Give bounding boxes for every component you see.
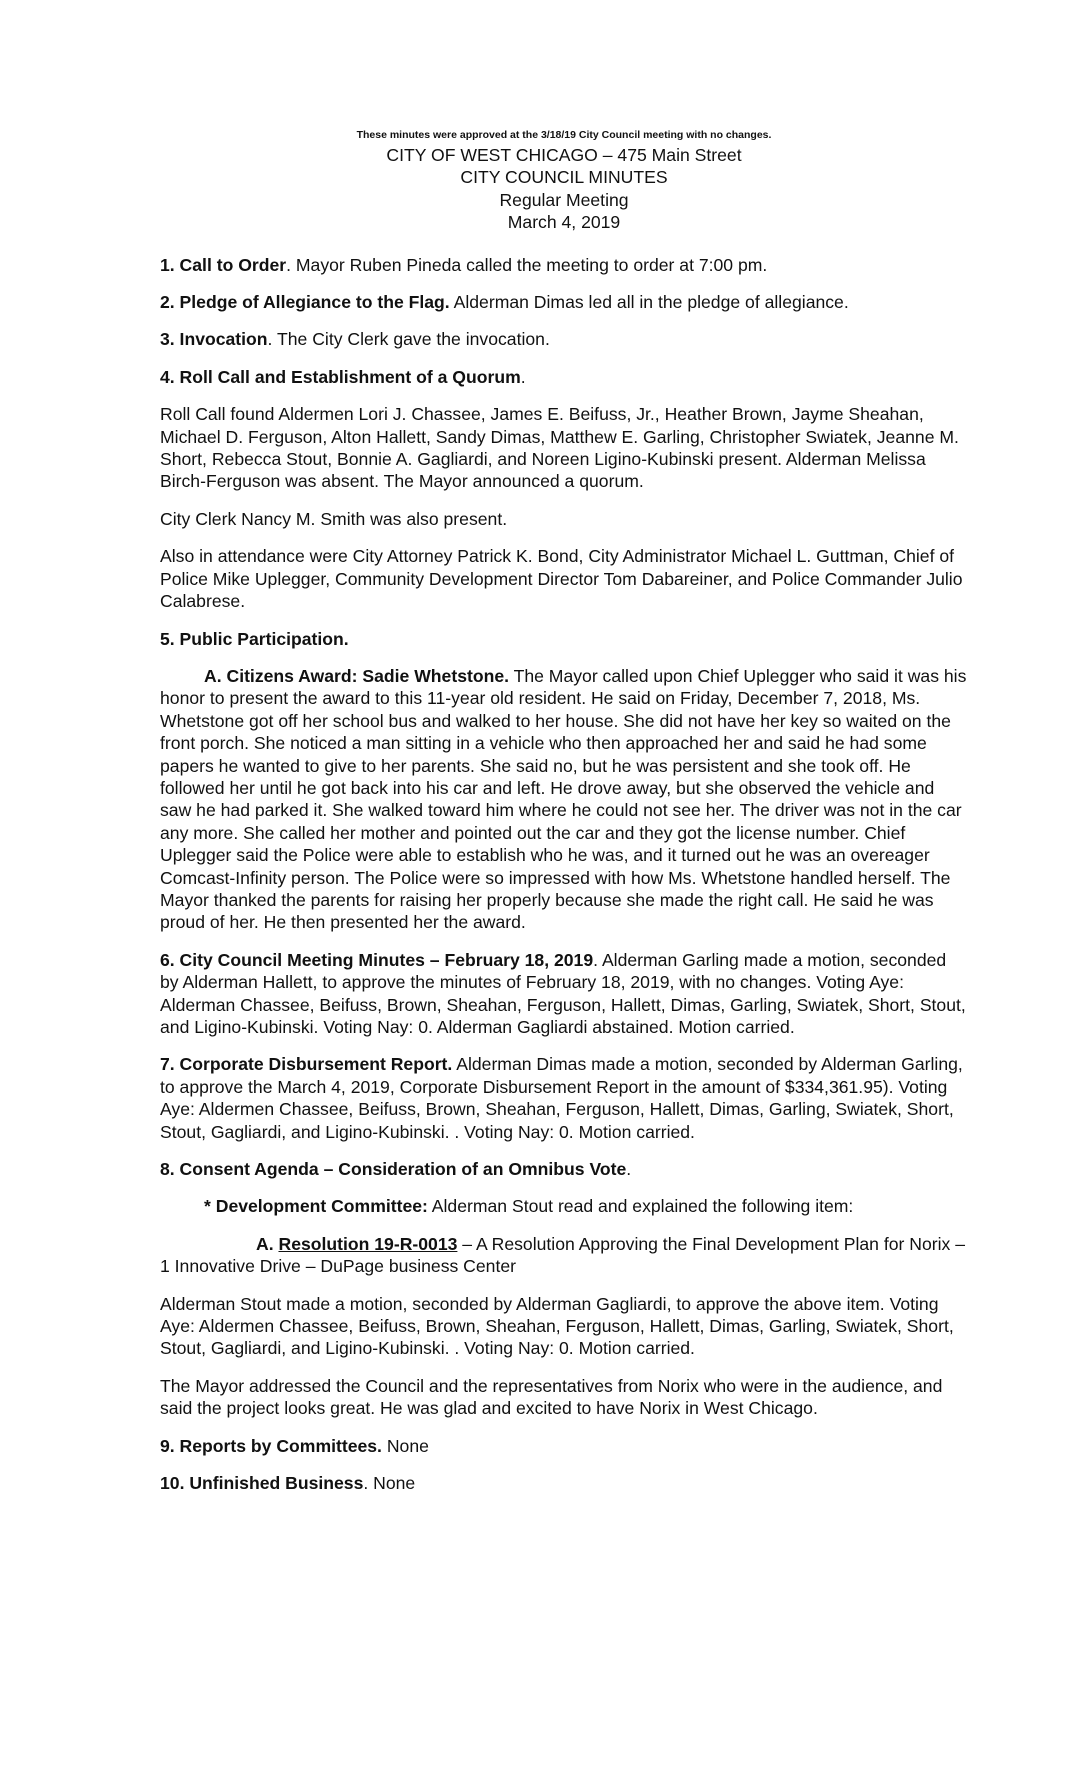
meeting-type: Regular Meeting — [499, 189, 629, 210]
item-text: Alderman Dimas led all in the pledge of allegiance. — [449, 292, 849, 313]
item-heading: 8. Consent Agenda – Consideration of an Omnibus Vote — [160, 1159, 627, 1180]
item-text: . None — [363, 1473, 416, 1494]
item-heading: 2. Pledge of Allegiance to the Flag. — [160, 292, 450, 313]
document-header — [160, 128, 968, 234]
resolution-item — [160, 1233, 968, 1278]
item-call-to-order — [160, 254, 968, 276]
roll-call-clerk: City Clerk Nancy M. Smith was also present. — [160, 508, 508, 529]
citizens-award-text: The Mayor called upon Chief Uplegger who said it was his honor to present the award to this 11-year old resident. He said on Friday, December 7, 2018, Ms. Whetstone got off her school bus and walked to her house. She did not have her key so waited on the front porch. She noticed a man sitting in a vehicle who then approached her and said he had some papers he wanted to give to her parents. She said no, but he was persistent and she took off. He followed her until he got back into his car and left. He drove away, but she observed the vehicle and saw he had parked it. She walked toward him where he could not see her. The driver was not in the car any more. She called her mother and pointed out the car and they got the license number. Chief Uplegger said the Police were able to establish who he was, and it turned out he was an overeager Comcast-Infinity person. The Police were so impressed with how Ms. Whetstone handled herself. The Mayor thanked the parents for raising her properly because she made the right call. He said he was proud of her. He then presented her the award. — [160, 665, 967, 933]
item-heading: 9. Reports by Committees. — [160, 1435, 382, 1456]
item-heading: 5. Public Participation. — [160, 628, 349, 649]
item-heading: 4. Roll Call and Establishment of a Quorum — [160, 366, 521, 387]
resolution-letter: A. — [256, 1233, 279, 1254]
item-reports-by-committees — [160, 1435, 968, 1457]
item-invocation — [160, 328, 968, 350]
item-text: . — [520, 366, 526, 387]
citizens-award-heading: A. Citizens Award: Sadie Whetstone. — [204, 665, 510, 686]
item-heading: 6. City Council Meeting Minutes – February 18, 2019 — [160, 949, 594, 970]
committee-heading: * Development Committee: — [204, 1196, 428, 1217]
item-text: Alderman Dimas made a motion, seconded by Alderman Garling, to approve the March 4, 2019, Corporate Disbursement Report in the amount of $334,361.95). Voting Aye: Aldermen Chassee, Beifuss, Brown, Sheahan, Ferguson, Hallett, Dimas, Garling, Swiatek, Short, Stout, Gagliardi, and Ligino-Kubinski. . Voting Nay: 0. Motion carried. — [160, 1054, 963, 1142]
item-consent-agenda — [160, 1158, 968, 1180]
city-address-line: CITY OF WEST CHICAGO – 475 Main Street — [386, 145, 742, 165]
item-disbursement-report — [160, 1053, 968, 1143]
roll-call-attendance: Roll Call found Aldermen Lori J. Chassee, James E. Beifuss, Jr., Heather Brown, Jayme Sheahan, Michael D. Ferguson, Alton Hallett, Sandy Dimas, Matthew E. Garling, Christopher Swiatek, Jeanne M. Short, Rebecca Stout, Bonnie A. Gagliardi, and Noreen Ligino-Kubinski present. Alderman Melissa Birch-Ferguson was absent. The Mayor announced a quorum. — [160, 404, 959, 492]
item-pledge — [160, 291, 968, 313]
mayor-remarks: The Mayor addressed the Council and the representatives from Norix who were in the audience, and said the project looks great. He was glad and excited to have Norix in West Chicago. — [160, 1375, 943, 1419]
committee-text: Alderman Stout read and explained the following item: — [427, 1196, 854, 1217]
item-heading: 3. Invocation — [160, 329, 268, 350]
resolution-text: – A Resolution Approving the Final Development Plan for Norix – 1 Innovative Drive – DuPage business Center — [160, 1233, 965, 1277]
document-title: CITY COUNCIL MINUTES — [460, 167, 668, 188]
consent-motion: Alderman Stout made a motion, seconded by Alderman Gagliardi, to approve the above item. Voting Aye: Aldermen Chassee, Beifuss, Brown, Sheahan, Ferguson, Hallett, Dimas, Garling, Swiatek, Short, Stout, Gagliardi, and Ligino-Kubinski. . Voting Nay: 0. Motion carried. — [160, 1293, 954, 1359]
citizens-award — [160, 665, 968, 934]
development-committee — [160, 1195, 968, 1217]
item-meeting-minutes — [160, 949, 968, 1039]
item-unfinished-business — [160, 1472, 968, 1494]
item-text: . Alderman Garling made a motion, seconded by Alderman Hallett, to approve the minutes of February 18, 2019, with no changes. Voting Aye: Alderman Chassee, Beifuss, Brown, Sheahan, Ferguson, Hallett, Dimas, Garling, Swiatek, Short, Stout, and Ligino-Kubinski. Voting Nay: 0. Alderman Gagliardi abstained. Motion carried. — [160, 949, 966, 1037]
item-text: None — [381, 1435, 429, 1456]
item-roll-call — [160, 366, 968, 388]
item-heading: 1. Call to Order — [160, 254, 287, 275]
item-text: . — [626, 1159, 632, 1180]
item-heading: 7. Corporate Disbursement Report. — [160, 1054, 453, 1075]
item-public-participation — [160, 628, 968, 650]
item-heading: 10. Unfinished Business — [160, 1473, 364, 1494]
roll-call-staff: Also in attendance were City Attorney Patrick K. Bond, City Administrator Michael L. Guttman, Chief of Police Mike Uplegger, Community Development Director Tom Dabareiner, and Police Commander Julio Calabrese. — [160, 546, 963, 612]
item-text: . Mayor Ruben Pineda called the meeting to order at 7:00 pm. — [286, 254, 768, 275]
approval-note: These minutes were approved at the 3/18/19 City Council meeting with no changes. — [356, 129, 772, 141]
item-text: . The City Clerk gave the invocation. — [267, 329, 550, 350]
meeting-date: March 4, 2019 — [507, 212, 621, 233]
resolution-id: Resolution 19-R-0013 — [278, 1233, 458, 1254]
